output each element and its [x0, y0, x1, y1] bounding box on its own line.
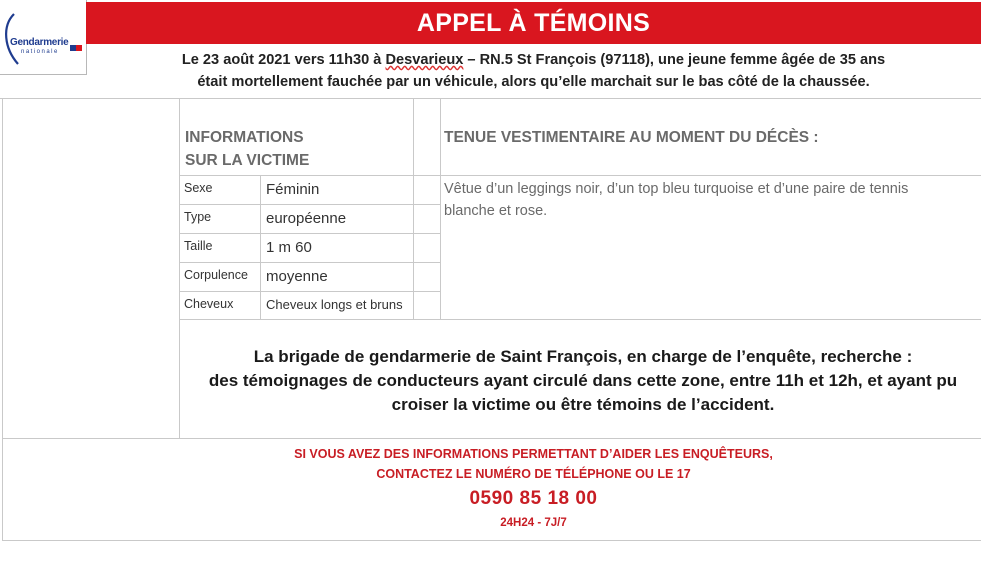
tenue-line-1: Vêtue d’un leggings noir, d’un top bleu turquoise et d’une paire de tennis: [444, 181, 909, 197]
row-label-corpulence: Corpulence: [184, 268, 248, 282]
row-value-type: européenne: [266, 210, 347, 227]
divider-bottom: [3, 540, 981, 541]
contact-block: [86, 444, 981, 532]
logo-text-bottom: nationale: [21, 49, 59, 55]
table-line-4: [180, 262, 440, 263]
brigade-line-1: La brigade de gendarmerie de Saint François, en charge de l’enquête, recherche :: [253, 347, 913, 366]
row-label-cheveux: Cheveux: [184, 297, 234, 311]
lead-paragraph: [86, 49, 981, 93]
row-value-corpulence: moyenne: [266, 268, 328, 285]
divider-left-column: [179, 99, 180, 439]
contact-line-2: CONTACTEZ LE NUMÉRO DE TÉLÉPHONE OU LE 17: [376, 467, 691, 481]
info-title-line-2: SUR LA VICTIME: [185, 152, 310, 169]
divider-table-right: [413, 99, 414, 319]
gendarmerie-logo: [0, 0, 87, 75]
lead-part-1: Le 23 août 2021 vers 11h30 à: [181, 52, 386, 68]
contact-line-1: SI VOUS AVEZ DES INFORMATIONS PERMETTANT D’AIDER LES ENQUÊTEURS,: [294, 447, 773, 461]
lead-line-2: était mortellement fauchée par un véhicule, alors qu’elle marchait sur le bas côté de la chaussée.: [197, 74, 870, 90]
info-title: [185, 126, 309, 172]
logo-text-top: Gendarmerie: [10, 37, 69, 48]
info-title-line-1: INFORMATIONS: [185, 129, 304, 146]
contact-phone[interactable]: 0590 85 18 00: [469, 488, 598, 509]
tenue-title: TENUE VESTIMENTAIRE AU MOMENT DU DÉCÈS :: [444, 129, 819, 146]
lead-place: Desvarieux: [385, 52, 464, 68]
lead-part-2: – RN.5 St François (97118), une jeune femme âgée de 35 ans: [463, 52, 886, 68]
divider-tenue-left: [440, 99, 441, 319]
row-value-taille: 1 m 60: [266, 239, 312, 256]
row-label-sexe: Sexe: [184, 181, 213, 195]
tenue-divider: [441, 175, 981, 176]
contact-hours: 24H24 - 7J/7: [500, 517, 567, 529]
table-line-5: [180, 291, 440, 292]
brigade-message: [185, 345, 981, 417]
table-line-2: [180, 204, 440, 205]
tenue-description: [444, 178, 981, 222]
brigade-line-2: des témoignages de conducteurs ayant circulé dans cette zone, entre 11h et 12h, et ayant pu: [208, 371, 958, 390]
banner-title: APPEL À TÉMOINS: [86, 2, 981, 44]
row-value-sexe: Féminin: [266, 181, 320, 198]
divider-top: [0, 98, 981, 99]
lead-line-1: [86, 49, 981, 71]
table-col-divider: [260, 176, 261, 319]
row-value-cheveux: Cheveux longs et bruns: [266, 297, 403, 312]
row-label-type: Type: [184, 210, 212, 224]
table-line-1: [180, 175, 440, 176]
divider-contact: [3, 438, 981, 439]
table-line-3: [180, 233, 440, 234]
brigade-line-3: croiser la victime ou être témoins de l’accident.: [391, 395, 775, 414]
table-bottom-line: [180, 319, 981, 320]
row-label-taille: Taille: [184, 239, 213, 253]
divider-left-edge: [2, 99, 3, 541]
tenue-line-2: blanche et rose.: [444, 203, 548, 219]
